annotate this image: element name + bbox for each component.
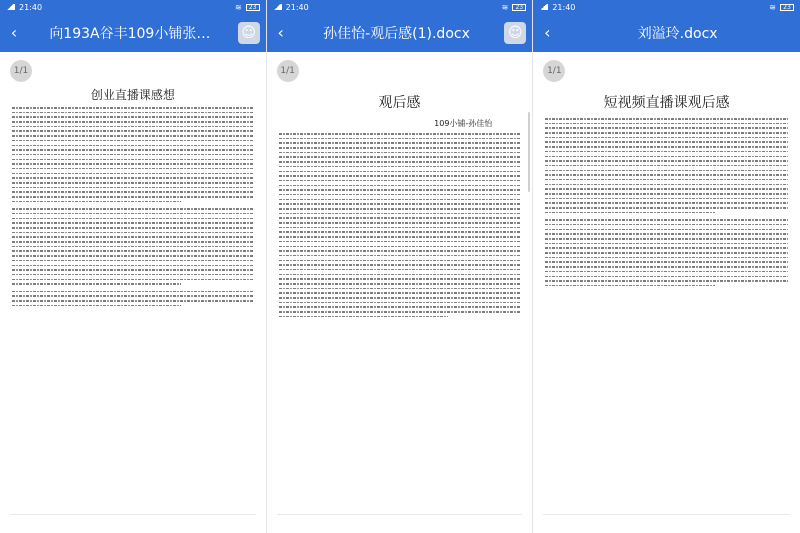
doc-author: 109小铺-孙佳怡 (434, 119, 493, 128)
status-time: 21:40 (19, 2, 43, 12)
page-badge: 1/1 (543, 60, 565, 82)
signal-icon (273, 4, 282, 10)
doc-heading: 观后感 (378, 95, 421, 111)
status-time: 21:40 (285, 2, 309, 12)
document-page (8, 80, 258, 497)
avatar-icon[interactable]: ☺ (504, 22, 526, 44)
top-bar (533, 14, 800, 52)
battery-icon: 23 (246, 4, 260, 11)
doc-heading: 创业直播课感想 (90, 88, 175, 102)
status-bar (533, 0, 800, 14)
top-bar (0, 14, 266, 52)
wifi-icon: ≋ (234, 2, 242, 12)
document-page (541, 80, 792, 497)
chevron-left-icon[interactable]: ‹ (277, 23, 284, 42)
scrollbar[interactable] (528, 112, 530, 192)
status-bar (0, 0, 266, 14)
status-time: 21:40 (552, 2, 576, 12)
doc-body (545, 118, 788, 286)
signal-icon (6, 4, 15, 10)
phone-screen-3 (533, 0, 800, 533)
avatar-icon[interactable]: ☺ (238, 22, 260, 44)
page-badge: 1/1 (277, 60, 299, 82)
document-title: 向193A谷丰109小铺张… (49, 26, 211, 42)
doc-body (279, 133, 521, 317)
document-view[interactable] (0, 52, 266, 533)
document-title: 刘溢玲.docx (637, 26, 718, 42)
signal-icon (539, 4, 548, 10)
chevron-left-icon[interactable]: ‹ (544, 23, 551, 42)
doc-body (12, 107, 254, 306)
doc-heading: 短视频直播课观后感 (603, 95, 730, 111)
wifi-icon: ≋ (501, 2, 509, 12)
document-title: 孙佳怡-观后感(1).docx (323, 26, 470, 42)
document-view[interactable] (267, 52, 533, 533)
battery-icon: 23 (780, 4, 794, 11)
wifi-icon: ≋ (769, 2, 776, 12)
battery-icon: 23 (512, 4, 526, 11)
status-bar (267, 0, 533, 14)
phone-screen-2 (267, 0, 534, 533)
chevron-left-icon[interactable]: ‹ (10, 23, 18, 42)
phone-screen-1 (0, 0, 267, 533)
document-view[interactable] (533, 52, 800, 533)
page-badge: 1/1 (10, 60, 32, 82)
top-bar (267, 14, 533, 52)
document-page (275, 80, 525, 497)
